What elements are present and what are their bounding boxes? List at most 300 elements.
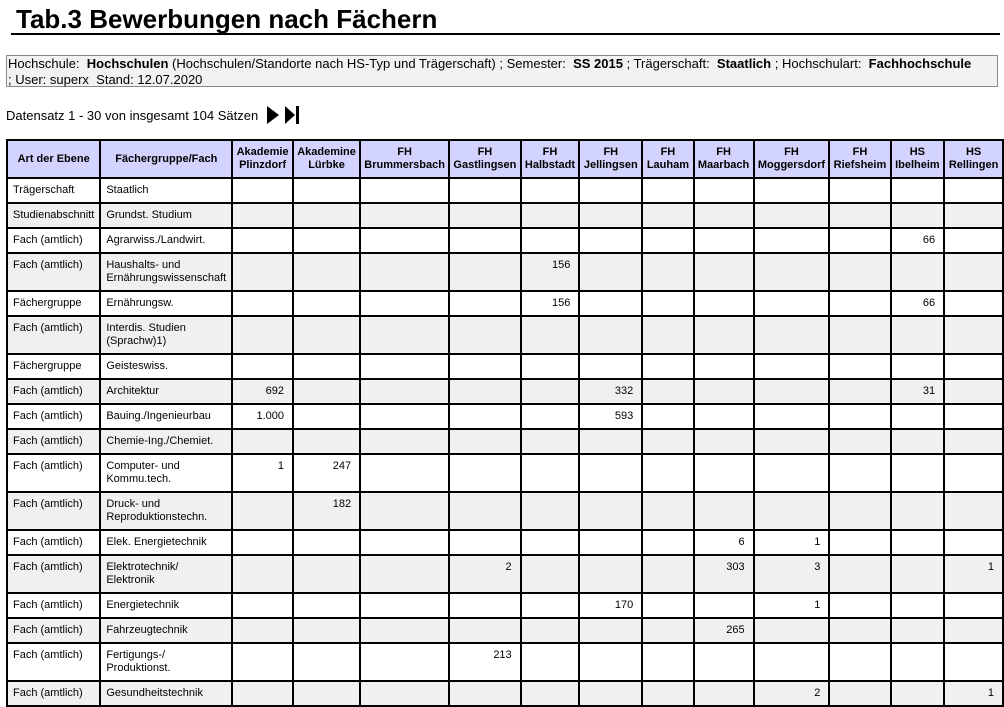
- value-cell: [360, 178, 449, 203]
- hochschule-label: Hochschule:: [8, 56, 80, 71]
- value-cell: [694, 228, 754, 253]
- value-cell: [944, 454, 1003, 492]
- value-cell: 303: [694, 555, 754, 593]
- value-cell: [449, 291, 521, 316]
- column-header-text: Maarbach: [697, 159, 750, 171]
- column-header: [694, 140, 754, 178]
- fach-cell: Chemie-Ing./Chemiet.: [100, 429, 232, 454]
- value-cell: [360, 228, 449, 253]
- value-cell: [754, 618, 830, 643]
- column-header: [232, 140, 293, 178]
- fach-cell: Gesundheitstechnik: [100, 681, 232, 706]
- value-cell: [694, 681, 754, 706]
- value-cell: [891, 681, 945, 706]
- value-cell: [521, 404, 580, 429]
- value-cell: [891, 643, 945, 681]
- fach-cell: Ernährungsw.: [100, 291, 232, 316]
- value-cell: [360, 404, 449, 429]
- value-cell: [579, 203, 642, 228]
- value-cell: [521, 618, 580, 643]
- fach-cell: Bauing./Ingenieurbau: [100, 404, 232, 429]
- value-cell: [521, 354, 580, 379]
- value-cell: [891, 178, 945, 203]
- value-cell: 156: [521, 291, 580, 316]
- value-cell: 213: [449, 643, 521, 681]
- value-cell: [449, 316, 521, 354]
- value-cell: [642, 555, 693, 593]
- value-cell: [642, 253, 693, 291]
- value-cell: [694, 354, 754, 379]
- value-cell: [293, 178, 360, 203]
- value-cell: [694, 178, 754, 203]
- value-cell: [521, 454, 580, 492]
- value-cell: [944, 643, 1003, 681]
- ebene-cell: Fach (amtlich): [7, 492, 100, 530]
- value-cell: [754, 228, 830, 253]
- ebene-cell: Studienabschnitt: [7, 203, 100, 228]
- column-header-text: Brummersbach: [364, 159, 445, 171]
- value-cell: [891, 555, 945, 593]
- value-cell: [642, 379, 693, 404]
- fach-cell: Fahrzeugtechnik: [100, 618, 232, 643]
- value-cell: [579, 530, 642, 555]
- value-cell: [694, 316, 754, 354]
- value-cell: [944, 354, 1003, 379]
- value-cell: [360, 429, 449, 454]
- value-cell: [232, 618, 293, 643]
- value-cell: [944, 429, 1003, 454]
- column-header-text: Rellingen: [948, 159, 999, 171]
- value-cell: [360, 316, 449, 354]
- value-cell: 247: [293, 454, 360, 492]
- value-cell: 265: [694, 618, 754, 643]
- value-cell: [579, 643, 642, 681]
- column-header: [944, 140, 1003, 178]
- table-row: [7, 492, 1003, 530]
- column-header: [360, 140, 449, 178]
- user-info: ; User: superx: [8, 72, 89, 87]
- value-cell: 1: [944, 681, 1003, 706]
- value-cell: [293, 203, 360, 228]
- column-header: [449, 140, 521, 178]
- column-header-text: Fächergruppe/Fach: [115, 152, 218, 165]
- table-row: [7, 681, 1003, 706]
- value-cell: [232, 593, 293, 618]
- value-cell: 182: [293, 492, 360, 530]
- value-cell: [642, 203, 693, 228]
- column-header-text: HS: [909, 146, 926, 158]
- value-cell: [521, 379, 580, 404]
- column-header: [579, 140, 642, 178]
- value-cell: [579, 555, 642, 593]
- value-cell: [579, 454, 642, 492]
- value-cell: [579, 681, 642, 706]
- value-cell: [829, 379, 890, 404]
- value-cell: 66: [891, 228, 945, 253]
- table-row: [7, 316, 1003, 354]
- value-cell: [891, 492, 945, 530]
- table-row: [7, 291, 1003, 316]
- value-cell: [754, 178, 830, 203]
- value-cell: [449, 530, 521, 555]
- value-cell: [754, 454, 830, 492]
- value-cell: 1: [754, 593, 830, 618]
- hochschule-note: (Hochschulen/Standorte nach HS-Typ und Trägerschaft) ;: [172, 56, 503, 71]
- traeger-label: ; Trägerschaft:: [626, 56, 710, 71]
- value-cell: [579, 429, 642, 454]
- value-cell: [829, 203, 890, 228]
- table-row: [7, 593, 1003, 618]
- value-cell: [891, 593, 945, 618]
- value-cell: [232, 354, 293, 379]
- value-cell: [829, 492, 890, 530]
- value-cell: [754, 291, 830, 316]
- value-cell: [232, 316, 293, 354]
- value-cell: [944, 618, 1003, 643]
- value-cell: [754, 404, 830, 429]
- column-header-text: FH: [603, 146, 619, 158]
- value-cell: [891, 454, 945, 492]
- value-cell: [694, 454, 754, 492]
- page-title: Tab.3 Bewerbungen nach Fächern: [16, 4, 438, 34]
- ebene-cell: Fach (amtlich): [7, 404, 100, 429]
- value-cell: [360, 555, 449, 593]
- column-header: [754, 140, 830, 178]
- value-cell: [642, 593, 693, 618]
- ebene-cell: Fach (amtlich): [7, 454, 100, 492]
- value-cell: [694, 429, 754, 454]
- value-cell: [694, 203, 754, 228]
- value-cell: [829, 593, 890, 618]
- skip-last-icon[interactable]: [284, 105, 300, 125]
- data-table-container: [6, 139, 1004, 707]
- table-row: [7, 618, 1003, 643]
- value-cell: [944, 228, 1003, 253]
- value-cell: [829, 530, 890, 555]
- value-cell: [754, 379, 830, 404]
- fach-cell: Computer- und Kommu.tech.: [100, 454, 232, 492]
- value-cell: [232, 178, 293, 203]
- value-cell: [360, 492, 449, 530]
- value-cell: [360, 253, 449, 291]
- value-cell: [694, 593, 754, 618]
- pagination-controls: [266, 105, 300, 125]
- value-cell: [944, 178, 1003, 203]
- value-cell: [293, 316, 360, 354]
- value-cell: 1: [232, 454, 293, 492]
- fach-cell: Druck- und Reproduktionstechn.: [100, 492, 232, 530]
- value-cell: [642, 178, 693, 203]
- value-cell: [829, 404, 890, 429]
- ebene-cell: Fach (amtlich): [7, 618, 100, 643]
- value-cell: [521, 643, 580, 681]
- value-cell: [360, 354, 449, 379]
- value-cell: [891, 203, 945, 228]
- ebene-cell: Fach (amtlich): [7, 681, 100, 706]
- value-cell: 593: [579, 404, 642, 429]
- pagination-bar: [6, 102, 300, 128]
- value-cell: [829, 454, 890, 492]
- column-header: [829, 140, 890, 178]
- table-row: [7, 404, 1003, 429]
- fach-cell: Fertigungs-/ Produktionst.: [100, 643, 232, 681]
- value-cell: [829, 178, 890, 203]
- value-cell: [891, 316, 945, 354]
- hsart-value: Fachhochschule: [868, 56, 972, 71]
- table-header-row: [7, 140, 1003, 178]
- value-cell: [232, 681, 293, 706]
- value-cell: [642, 354, 693, 379]
- column-header: [891, 140, 945, 178]
- value-cell: 2: [449, 555, 521, 593]
- value-cell: [829, 291, 890, 316]
- value-cell: [293, 593, 360, 618]
- value-cell: [944, 253, 1003, 291]
- value-cell: [891, 253, 945, 291]
- value-cell: [829, 253, 890, 291]
- value-cell: [521, 492, 580, 530]
- value-cell: [521, 316, 580, 354]
- column-header-text: FH: [716, 146, 731, 158]
- value-cell: 1.000: [232, 404, 293, 429]
- value-cell: [944, 203, 1003, 228]
- value-cell: [449, 593, 521, 618]
- column-header-text: Ibelheim: [895, 159, 940, 171]
- value-cell: [829, 555, 890, 593]
- value-cell: [293, 681, 360, 706]
- value-cell: [521, 178, 580, 203]
- value-cell: [360, 643, 449, 681]
- value-cell: [579, 178, 642, 203]
- value-cell: [642, 454, 693, 492]
- value-cell: 170: [579, 593, 642, 618]
- value-cell: [360, 618, 449, 643]
- column-header-text: Akademie: [236, 146, 289, 158]
- value-cell: [293, 404, 360, 429]
- value-cell: [293, 429, 360, 454]
- value-cell: [694, 643, 754, 681]
- value-cell: [642, 643, 693, 681]
- value-cell: [944, 492, 1003, 530]
- value-cell: [449, 492, 521, 530]
- column-header-text: Riefsheim: [833, 159, 887, 171]
- fach-cell: Haushalts- und Ernährungswissenschaft: [100, 253, 232, 291]
- value-cell: [232, 228, 293, 253]
- value-cell: [944, 530, 1003, 555]
- value-cell: [360, 454, 449, 492]
- value-cell: [449, 404, 521, 429]
- value-cell: [232, 555, 293, 593]
- value-cell: [944, 291, 1003, 316]
- value-cell: [232, 253, 293, 291]
- value-cell: [232, 643, 293, 681]
- report-parameters: [6, 55, 998, 87]
- ebene-cell: Fach (amtlich): [7, 530, 100, 555]
- ebene-cell: Trägerschaft: [7, 178, 100, 203]
- fach-cell: Elek. Energietechnik: [100, 530, 232, 555]
- value-cell: [360, 681, 449, 706]
- value-cell: [829, 618, 890, 643]
- ebene-cell: Fächergruppe: [7, 291, 100, 316]
- value-cell: [360, 593, 449, 618]
- ebene-cell: Fach (amtlich): [7, 379, 100, 404]
- table-row: [7, 178, 1003, 203]
- play-next-icon[interactable]: [266, 105, 280, 125]
- traeger-value: Staatlich: [716, 56, 772, 71]
- value-cell: [360, 203, 449, 228]
- table-row: [7, 429, 1003, 454]
- column-header-text: Lauham: [646, 159, 689, 171]
- value-cell: [293, 379, 360, 404]
- column-header-text: FH: [397, 146, 412, 158]
- value-cell: [944, 379, 1003, 404]
- value-cell: 31: [891, 379, 945, 404]
- value-cell: [521, 555, 580, 593]
- value-cell: [579, 228, 642, 253]
- value-cell: 692: [232, 379, 293, 404]
- column-header-text: FH: [660, 146, 676, 158]
- table-row: [7, 228, 1003, 253]
- value-cell: [642, 492, 693, 530]
- value-cell: 6: [694, 530, 754, 555]
- fach-cell: Grundst. Studium: [100, 203, 232, 228]
- semester-label: Semester:: [506, 56, 566, 71]
- value-cell: [449, 429, 521, 454]
- fach-cell: Elektrotechnik/ Elektronik: [100, 555, 232, 593]
- column-header-text: FH: [542, 146, 558, 158]
- value-cell: [944, 593, 1003, 618]
- hochschule-value: Hochschulen: [86, 56, 169, 71]
- value-cell: [694, 253, 754, 291]
- value-cell: [293, 618, 360, 643]
- value-cell: [829, 643, 890, 681]
- column-header-text: Gastlingsen: [453, 159, 517, 171]
- record-info: Datensatz 1 - 30 von insgesamt 104 Sätzen: [6, 107, 259, 123]
- value-cell: [694, 291, 754, 316]
- table-row: [7, 555, 1003, 593]
- value-cell: [521, 593, 580, 618]
- value-cell: [232, 429, 293, 454]
- value-cell: 66: [891, 291, 945, 316]
- value-cell: [754, 492, 830, 530]
- column-header: [521, 140, 580, 178]
- value-cell: [360, 291, 449, 316]
- column-header: [293, 140, 360, 178]
- value-cell: [449, 253, 521, 291]
- value-cell: [579, 253, 642, 291]
- value-cell: [891, 354, 945, 379]
- value-cell: [449, 454, 521, 492]
- stand-date: Stand: 12.07.2020: [96, 72, 203, 87]
- value-cell: [829, 354, 890, 379]
- hsart-label: ; Hochschulart:: [774, 56, 862, 71]
- value-cell: [891, 618, 945, 643]
- value-cell: [293, 530, 360, 555]
- value-cell: [642, 316, 693, 354]
- column-header-text: Halbstadt: [524, 159, 576, 171]
- value-cell: [829, 228, 890, 253]
- value-cell: [642, 291, 693, 316]
- value-cell: [754, 253, 830, 291]
- value-cell: [521, 530, 580, 555]
- value-cell: 332: [579, 379, 642, 404]
- value-cell: [232, 530, 293, 555]
- fach-cell: Architektur: [100, 379, 232, 404]
- value-cell: [754, 429, 830, 454]
- table-row: [7, 354, 1003, 379]
- value-cell: 2: [754, 681, 830, 706]
- ebene-cell: Fach (amtlich): [7, 643, 100, 681]
- semester-value: SS 2015: [573, 56, 623, 71]
- ebene-cell: Fach (amtlich): [7, 593, 100, 618]
- fach-cell: Staatlich: [100, 178, 232, 203]
- value-cell: [232, 203, 293, 228]
- value-cell: [521, 681, 580, 706]
- column-header-text: Plinzdorf: [239, 159, 287, 171]
- value-cell: [579, 618, 642, 643]
- column-header-text: Jellingsen: [583, 159, 638, 171]
- table-row: [7, 203, 1003, 228]
- ebene-cell: Fach (amtlich): [7, 228, 100, 253]
- value-cell: [754, 354, 830, 379]
- value-cell: [293, 555, 360, 593]
- ebene-cell: Fächergruppe: [7, 354, 100, 379]
- column-header-text: Lürbke: [308, 159, 345, 171]
- table-row: [7, 643, 1003, 681]
- value-cell: [360, 379, 449, 404]
- value-cell: [293, 253, 360, 291]
- value-cell: [521, 203, 580, 228]
- value-cell: [360, 530, 449, 555]
- value-cell: [579, 354, 642, 379]
- value-cell: [642, 228, 693, 253]
- value-cell: [829, 681, 890, 706]
- value-cell: [754, 203, 830, 228]
- value-cell: [642, 681, 693, 706]
- ebene-cell: Fach (amtlich): [7, 555, 100, 593]
- column-header: [7, 140, 100, 178]
- column-header: [642, 140, 693, 178]
- value-cell: [642, 429, 693, 454]
- table-row: [7, 454, 1003, 492]
- value-cell: 3: [754, 555, 830, 593]
- value-cell: [754, 316, 830, 354]
- title-divider: [11, 33, 1000, 35]
- fach-cell: Energietechnik: [100, 593, 232, 618]
- value-cell: 1: [944, 555, 1003, 593]
- table-row: [7, 379, 1003, 404]
- value-cell: 1: [754, 530, 830, 555]
- column-header: [100, 140, 232, 178]
- fach-cell: Interdis. Studien (Sprachw)1): [100, 316, 232, 354]
- column-header-text: Art der Ebene: [17, 152, 90, 165]
- column-header-text: HS: [965, 146, 982, 158]
- ebene-cell: Fach (amtlich): [7, 253, 100, 291]
- value-cell: [891, 530, 945, 555]
- value-cell: [449, 379, 521, 404]
- value-cell: [579, 291, 642, 316]
- value-cell: [891, 404, 945, 429]
- value-cell: [232, 291, 293, 316]
- value-cell: [944, 316, 1003, 354]
- value-cell: [232, 492, 293, 530]
- value-cell: [754, 643, 830, 681]
- column-header-text: Akademine: [297, 146, 356, 158]
- value-cell: [642, 618, 693, 643]
- value-cell: [642, 404, 693, 429]
- value-cell: [449, 618, 521, 643]
- value-cell: [694, 404, 754, 429]
